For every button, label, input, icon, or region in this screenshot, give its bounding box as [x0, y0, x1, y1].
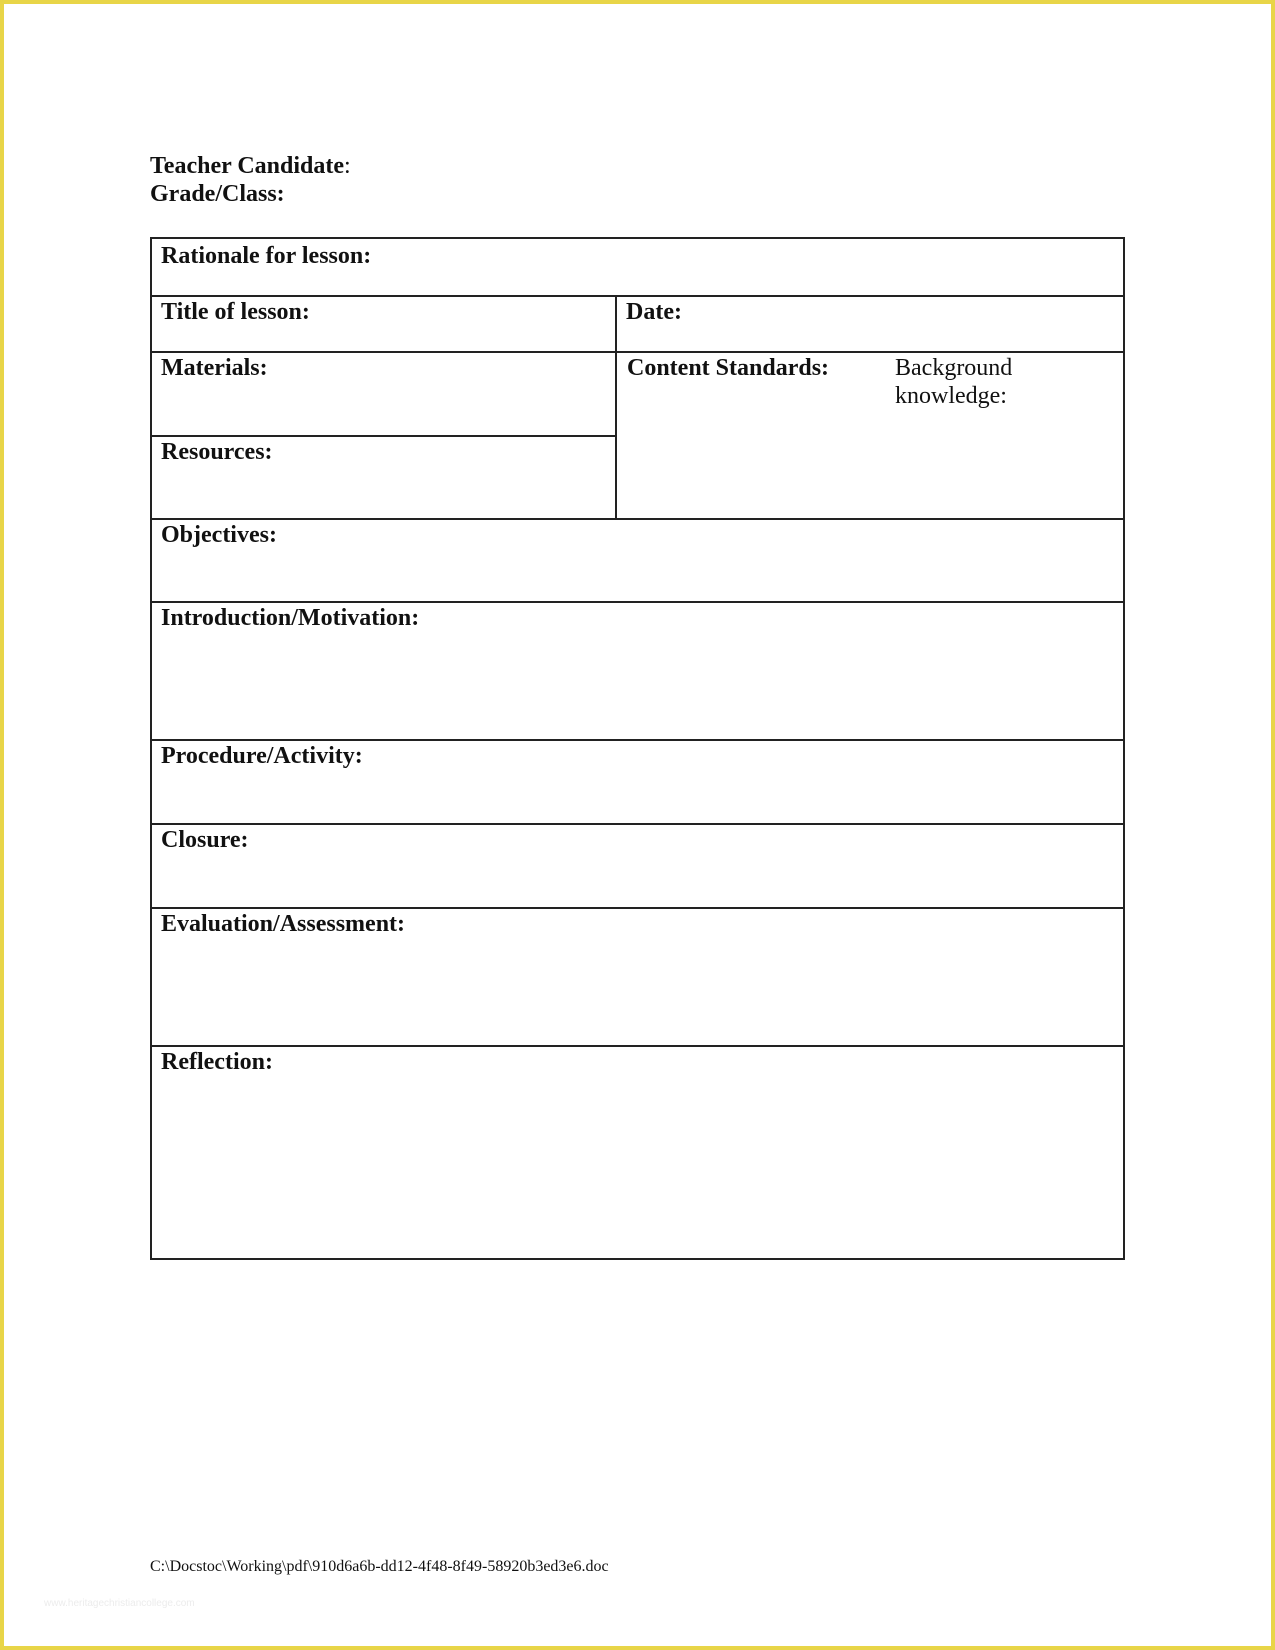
procedure-cell[interactable] — [152, 739, 1123, 823]
objectives-cell[interactable] — [152, 518, 1123, 601]
lesson-plan-form — [150, 237, 1125, 1260]
evaluation-cell[interactable] — [152, 907, 1123, 1045]
resources-cell[interactable] — [152, 435, 615, 518]
title-cell[interactable] — [152, 295, 615, 351]
rationale-label: Rationale for lesson: — [161, 243, 372, 269]
content-standards-label: Content Standards: — [627, 355, 830, 381]
teacher-candidate-label: Teacher Candidate — [150, 153, 345, 179]
file-path-footer: C:\Docstoc\Working\pdf\910d6a6b-dd12-4f48-8f49-58920b3ed3e6.doc — [150, 1558, 609, 1575]
title-label: Title of lesson: — [161, 299, 310, 325]
date-cell[interactable] — [615, 295, 1123, 351]
resources-label: Resources: — [161, 439, 273, 465]
objectives-label: Objectives: — [161, 522, 277, 548]
introduction-label: Introduction/Motivation: — [161, 605, 420, 631]
reflection-cell[interactable] — [152, 1045, 1123, 1258]
rationale-cell[interactable] — [152, 239, 1123, 295]
evaluation-label: Evaluation/Assessment: — [161, 911, 406, 937]
grade-class-label: Grade/Class: — [150, 181, 285, 207]
watermark: www.heritagechristiancollege.com — [44, 1598, 195, 1609]
introduction-cell[interactable] — [152, 601, 1123, 739]
background-knowledge-label: Background knowledge: — [895, 355, 1013, 409]
date-label: Date: — [626, 299, 682, 325]
content-standards-cell[interactable] — [615, 351, 1123, 518]
closure-cell[interactable] — [152, 823, 1123, 907]
materials-cell[interactable] — [152, 351, 615, 435]
reflection-label: Reflection: — [161, 1049, 273, 1075]
teacher-candidate-line — [150, 152, 351, 180]
closure-label: Closure: — [161, 827, 249, 853]
materials-label: Materials: — [161, 355, 268, 381]
teacher-candidate-colon: : — [344, 153, 351, 179]
procedure-label: Procedure/Activity: — [161, 743, 363, 769]
